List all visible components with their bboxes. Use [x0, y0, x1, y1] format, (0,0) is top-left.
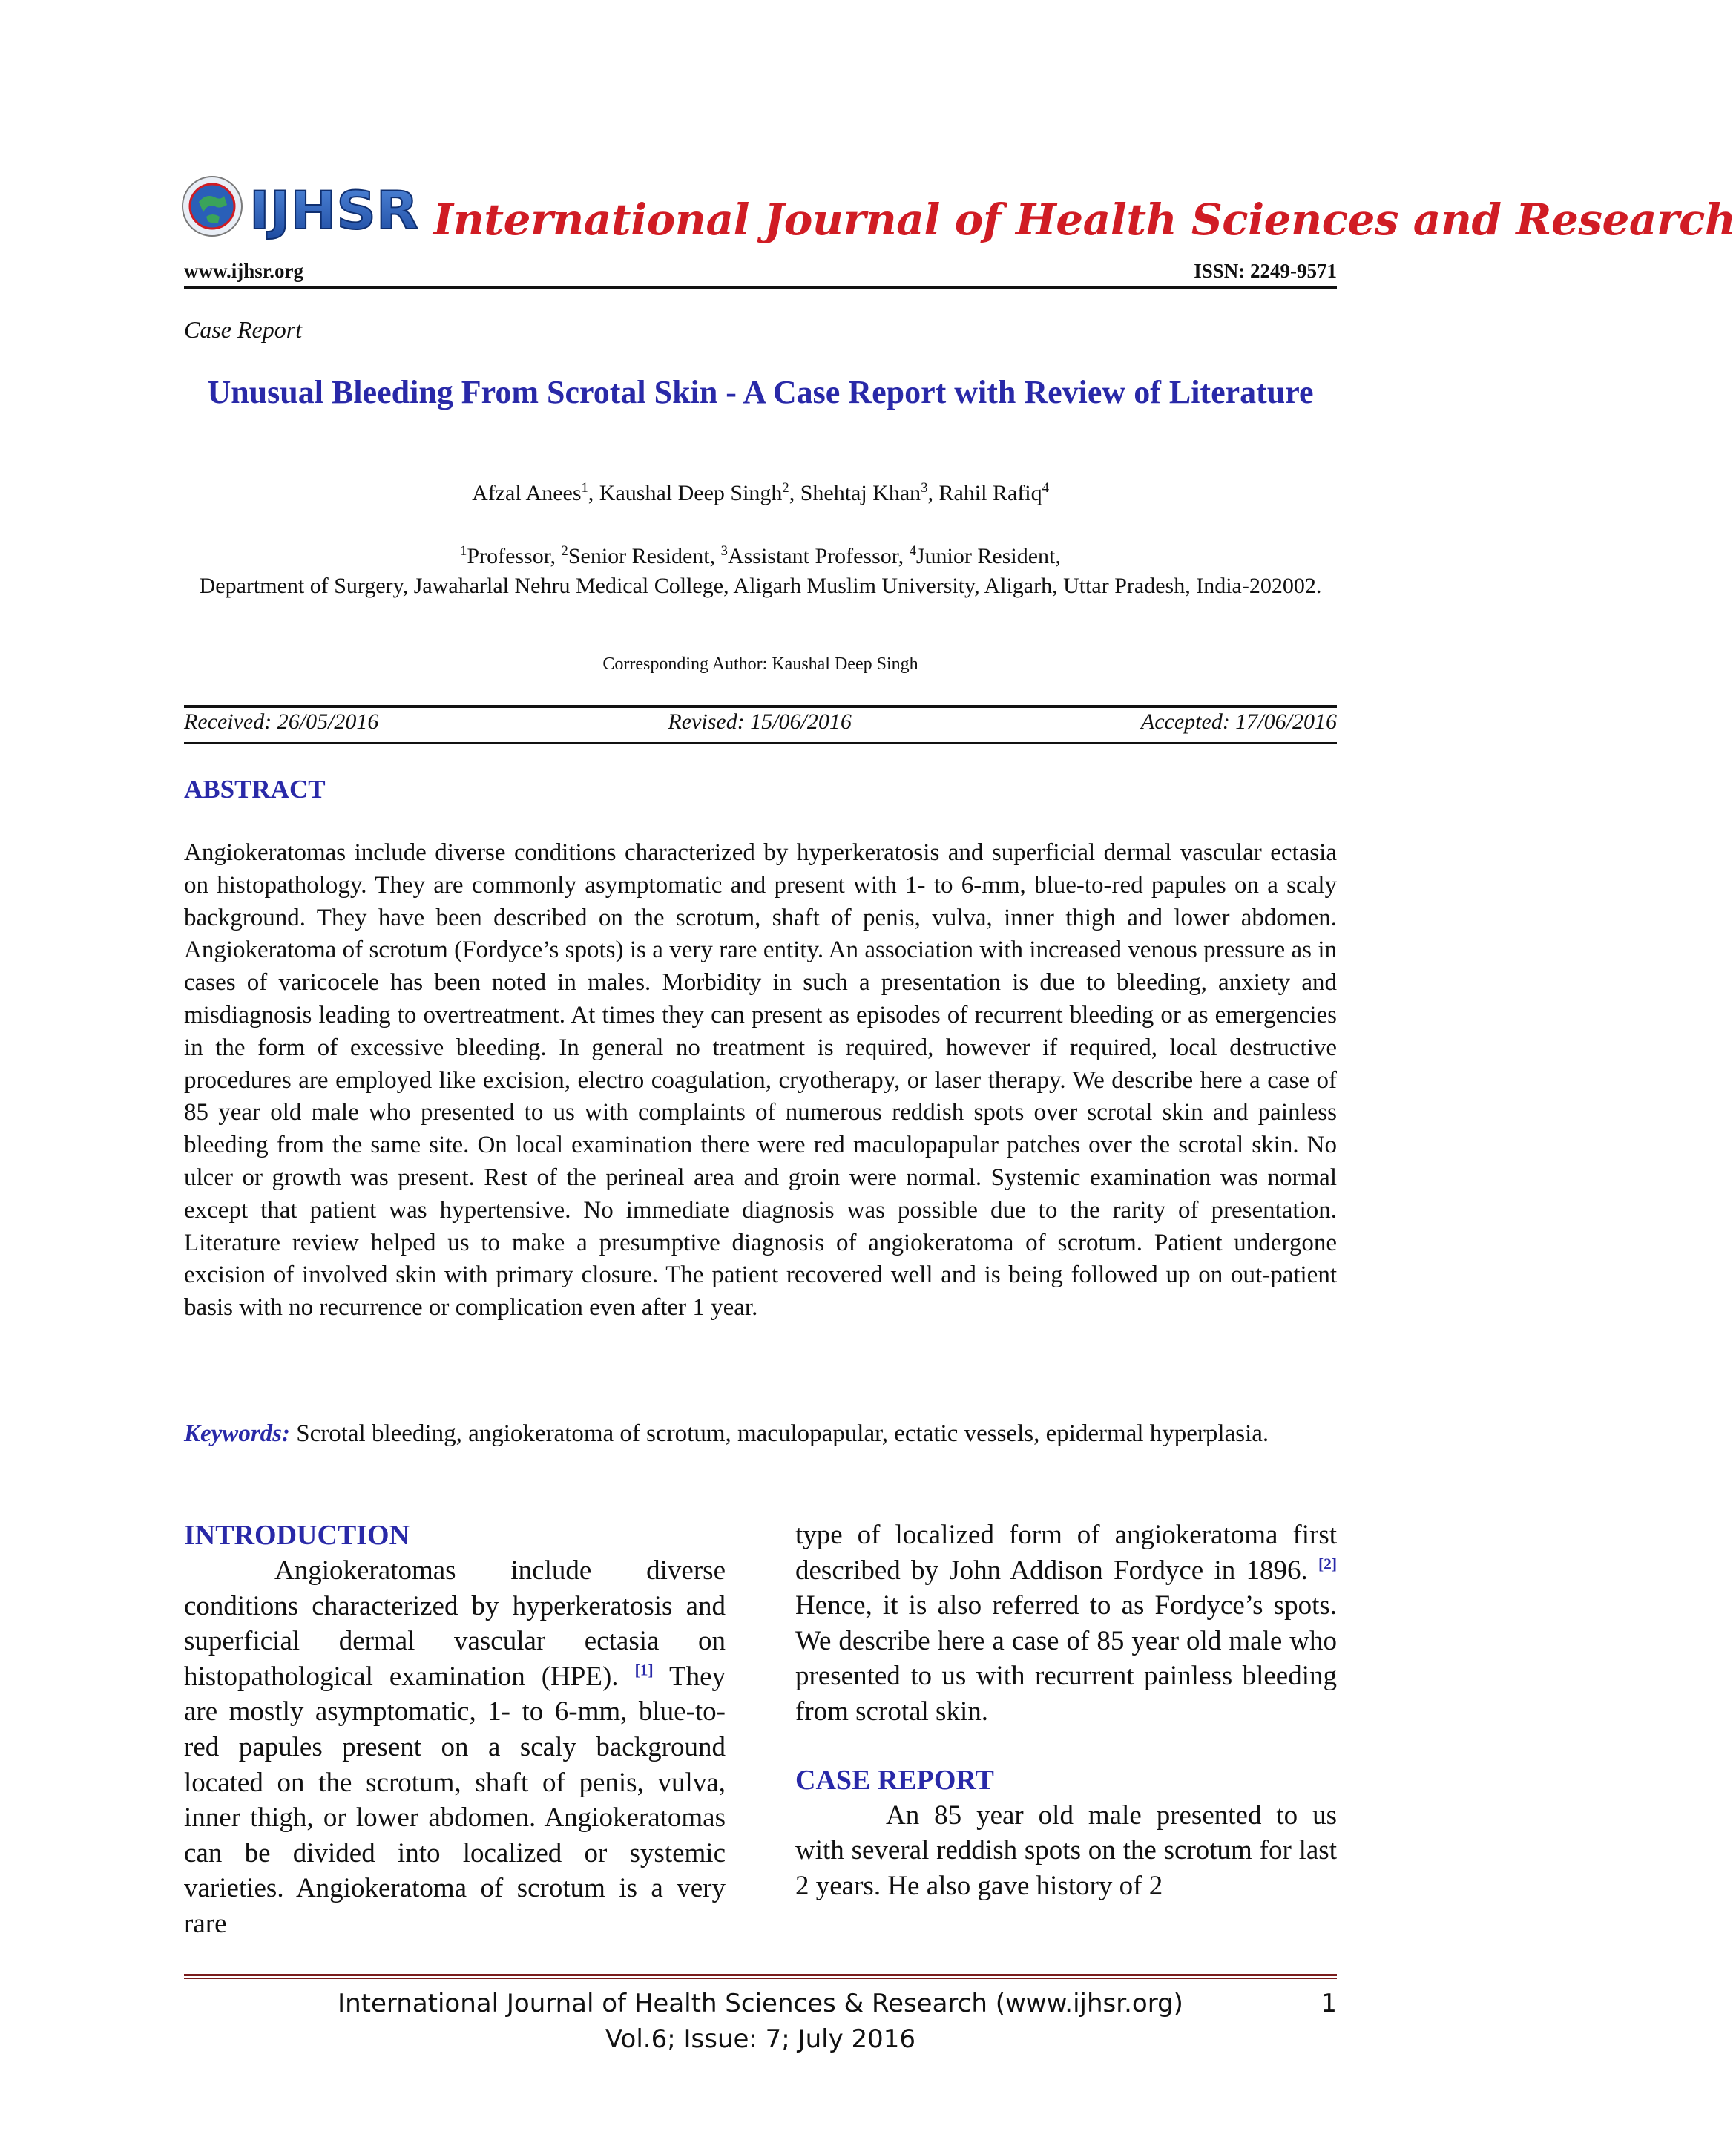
- department: Department of Surgery, Jawaharlal Nehru Medical College, Aligarh Muslim University, Aligarh, Uttar Pradesh, India-202002.: [199, 574, 1322, 598]
- citation-link[interactable]: [2]: [1318, 1555, 1338, 1573]
- keywords-text: Scrotal bleeding, angiokeratoma of scrotum, maculopapular, ectatic vessels, epidermal hyperplasia.: [296, 1420, 1269, 1447]
- author-name: Shehtaj Khan: [800, 481, 921, 505]
- logo-text: IJHSR: [249, 180, 418, 241]
- author-mark: 3: [921, 480, 928, 496]
- keywords-label: Keywords:: [184, 1420, 290, 1447]
- ijhsr-logo-wordmark: [248, 180, 421, 241]
- dates-rule-top: [184, 705, 1337, 708]
- role: Assistant Professor: [727, 544, 898, 568]
- article-dates: [184, 709, 1337, 735]
- author-mark: 2: [782, 480, 789, 496]
- abstract-text: Angiokeratomas include diverse conditions characterized by hyperkeratosis and superficial dermal vascular ectasia on histopathology. They are commonly asymptomatic and present with 1- to 6-mm, blue-to-red papules on a scaly background. They have been described on the scrotum, shaft of penis, vulva, inner thigh and lower abdomen. Angiokeratoma of scrotum (Fordyce’s spots) is a very rare entity. An association with increased venous pressure as in cases of varicocele has been noted in males. Morbidity in such a presentation is due to bleeding, anxiety and misdiagnosis leading to overtreatment. At times they can present as episodes of recurrent bleeding or as emergencies in the form of excessive bleeding. In general no treatment is required, however if required, local destructive procedures are employed like excision, electro coagulation, cryotherapy, or laser therapy. We describe here a case of 85 year old male who presented to us with complaints of numerous reddish spots over scrotal skin and painless bleeding from the same site. On local examination there were red maculopapular patches over the scrotal skin. No ulcer or growth was present. Rest of the perineal area and groin were normal. Systemic examination was normal except that patient was hypertensive. No immediate diagnosis was possible due to the rarity of presentation. Literature review helped us to make a presumptive diagnosis of angiokeratoma of scrotum. Patient undergone excision of involved skin with primary closure. The patient recovered well and is being followed up on out-patient basis with no recurrence or complication even after 1 year.: [184, 839, 1337, 1322]
- author-roles: $^1$Professor, $^2$Senior Resident, $^3$Assistant Professor, $^4$Junior Resident,: [460, 543, 1061, 568]
- footer-journal-citation: International Journal of Health Sciences & Research (www.ijhsr.org): [338, 1989, 1183, 2018]
- section-gap: [795, 1730, 1337, 1762]
- article-title: Unusual Bleeding From Scrotal Skin - A Case Report with Review of Literature: [207, 374, 1314, 410]
- body-column-left: [184, 1518, 726, 1942]
- body-column-right: [795, 1518, 1337, 1903]
- issn: ISSN: 2249-9571: [1194, 260, 1337, 282]
- case-report-heading: CASE REPORT: [795, 1764, 994, 1796]
- role-mark: 2: [561, 543, 568, 559]
- article-type: Case Report: [184, 316, 303, 343]
- author-name: Kaushal Deep Singh: [599, 481, 783, 505]
- intro-text-part: type of localized form of angiokeratoma first described by John Addison Fordyce in 1896.: [795, 1520, 1337, 1586]
- author-mark: 1: [581, 480, 588, 496]
- footer-volume-issue: Vol.6; Issue: 7; July 2016: [605, 2024, 916, 2054]
- footer-rule: [184, 1974, 1337, 1976]
- revised-date: Revised: 15/06/2016: [668, 709, 852, 734]
- role-mark: 4: [909, 543, 916, 559]
- role: Junior Resident: [915, 544, 1056, 568]
- footer-rule-thin: [184, 1978, 1337, 1979]
- intro-text-part: They are mostly asymptomatic, 1- to 6-mm, blue-to-red papules present on a scaly background located on the scrotum, shaft of penis, vulva, inner thigh, or lower abdomen. Angiokeratomas can be divided into localized or systemic varieties. Angiokeratoma of scrotum is a very rare: [184, 1661, 726, 1939]
- introduction-heading: INTRODUCTION: [184, 1520, 410, 1551]
- page-number: 1: [1321, 1989, 1337, 2018]
- author-name: Afzal Anees: [472, 481, 582, 505]
- dates-rule-bottom: [184, 742, 1337, 744]
- accepted-date: Accepted: 17/06/2016: [1140, 709, 1337, 734]
- author-list: Afzal Anees$^1$, Kaushal Deep Singh$^2$, Shehtaj Khan$^3$, Rahil Rafiq$^4$: [472, 480, 1049, 505]
- citation-link[interactable]: [1]: [634, 1661, 654, 1679]
- introduction-paragraph: [184, 1553, 726, 1942]
- journal-globe-logo-icon: [181, 175, 243, 237]
- abstract-heading: ABSTRACT: [184, 775, 326, 804]
- author-name: Rahil Rafiq: [938, 481, 1042, 505]
- affiliations: [184, 542, 1337, 601]
- header-rule: [184, 286, 1337, 289]
- case-report-text: An 85 year old male presented to us with several reddish spots on the scrotum for last 2 years. He also gave history of 2: [795, 1799, 1337, 1901]
- role: Senior Resident: [568, 544, 710, 568]
- keywords: [184, 1417, 1337, 1450]
- intro-text-part: Angiokeratomas include diverse conditions characterized by hyperkeratosis and superficial dermal vascular ectasia on histopathological examination (HPE).: [184, 1555, 726, 1692]
- role: Professor: [467, 544, 550, 568]
- journal-name: International Journal of Health Sciences and Research: [433, 194, 1736, 245]
- role-mark: 1: [460, 543, 467, 559]
- role-mark: 3: [720, 543, 728, 559]
- corresponding-author: Corresponding Author: Kaushal Deep Singh: [602, 654, 918, 674]
- intro-text-part: Hence, it is also referred to as Fordyce’s spots. We describe here a case of 85 year old male who presented to us with recurrent painless bleeding from scrotal skin.: [795, 1590, 1337, 1727]
- introduction-continued: [795, 1518, 1337, 1730]
- journal-website: www.ijhsr.org: [184, 260, 304, 282]
- received-date: Received: 26/05/2016: [184, 709, 379, 734]
- author-mark: 4: [1042, 480, 1049, 496]
